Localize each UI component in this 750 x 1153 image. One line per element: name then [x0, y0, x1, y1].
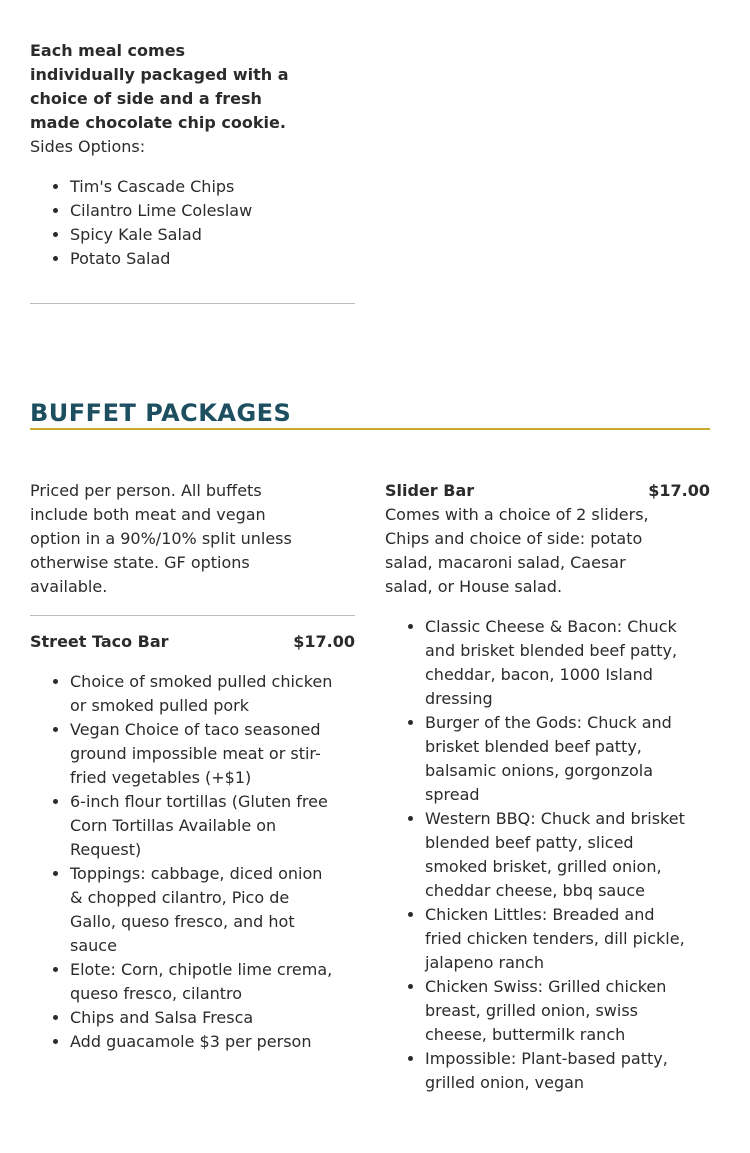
list-item: • Chicken Swiss: Grilled chicken breast, grilled onion, swiss cheese, buttermilk ranch: [425, 975, 690, 1047]
section-title-buffet-packages: BUFFET PACKAGES: [30, 398, 710, 430]
list-item: • Spicy Kale Salad: [70, 223, 350, 247]
list-item: • Classic Cheese & Bacon: Chuck and brisket blended beef patty, cheddar, bacon, 1000 Island dressing: [425, 615, 690, 711]
slider-bar-list: [385, 615, 690, 1095]
list-item: • Chicken Littles: Breaded and fried chicken tenders, dill pickle, jalapeno ranch: [425, 903, 690, 975]
list-item: • Vegan Choice of taco seasoned ground impossible meat or stir-fried vegetables (+$1): [70, 718, 335, 790]
list-item: • Chips and Salsa Fresca: [70, 1006, 335, 1030]
list-item: • 6-inch flour tortillas (Gluten free Corn Tortillas Available on Request): [70, 790, 335, 862]
buffet-intro: Priced per person. All buffets include both meat and vegan option in a 90%/10% split unless otherwise state. GF options available.: [30, 481, 292, 596]
list-item: • Impossible: Plant-based patty, grilled onion, vegan: [425, 1047, 690, 1095]
slider-bar-header: [385, 479, 710, 503]
section-divider: [30, 303, 355, 304]
buffet-divider: [30, 615, 355, 616]
street-taco-bar-list: [30, 670, 335, 1054]
sides-list: [30, 175, 350, 271]
sides-options-label: Sides Options:: [30, 137, 146, 156]
list-item: • Cilantro Lime Coleslaw: [70, 199, 350, 223]
item-name: Slider Bar: [385, 481, 475, 500]
list-item: • Tim's Cascade Chips: [70, 175, 350, 199]
boxed-lunch-intro: Each meal comes individually packaged with a choice of side and a fresh made chocolate chip cookie.: [30, 41, 289, 132]
list-item: • Elote: Corn, chipotle lime crema, queso fresco, cilantro: [70, 958, 335, 1006]
list-item: • Toppings: cabbage, diced onion & chopped cilantro, Pico de Gallo, queso fresco, and hot sauce: [70, 862, 335, 958]
item-price: $17.00: [648, 481, 710, 500]
item-name: Street Taco Bar: [30, 632, 169, 651]
list-item: • Potato Salad: [70, 247, 350, 271]
list-item: • Add guacamole $3 per person: [70, 1030, 335, 1054]
item-price: $17.00: [293, 632, 355, 651]
street-taco-bar-header: [30, 630, 355, 654]
list-item: • Choice of smoked pulled chicken or smoked pulled pork: [70, 670, 335, 718]
slider-bar-description: Comes with a choice of 2 sliders, Chips and choice of side: potato salad, macaroni salad, Caesar salad, or House salad.: [385, 505, 649, 596]
list-item: • Burger of the Gods: Chuck and brisket blended beef patty, balsamic onions, gorgonzola spread: [425, 711, 690, 807]
list-item: • Western BBQ: Chuck and brisket blended beef patty, sliced smoked brisket, grilled onion, cheddar cheese, bbq sauce: [425, 807, 690, 903]
